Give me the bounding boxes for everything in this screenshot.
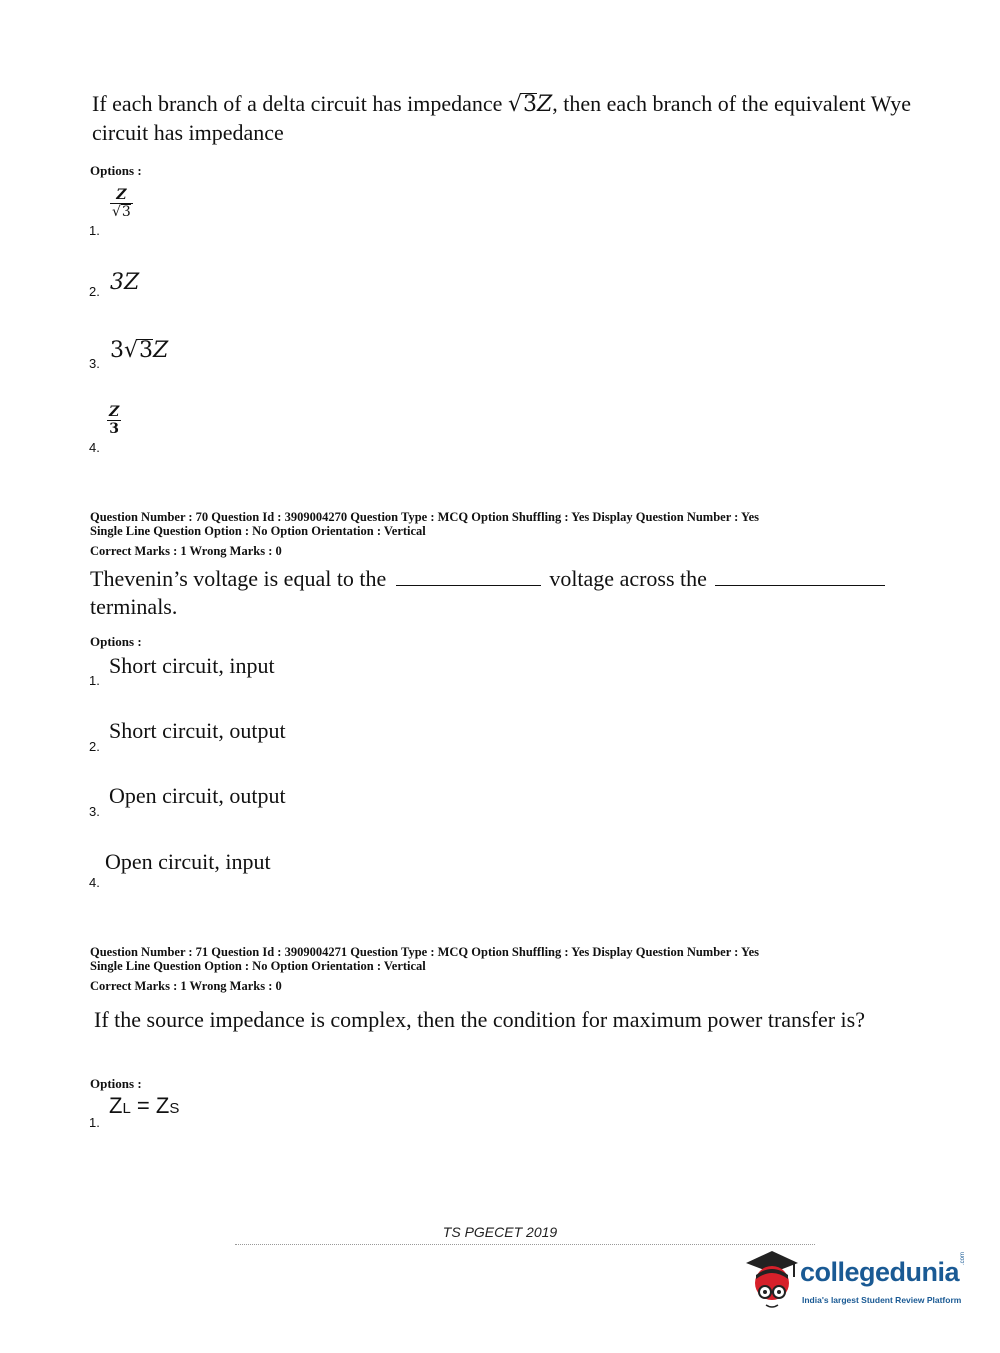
sqrt-radicand: 3 xyxy=(139,338,154,363)
option-number: 3. xyxy=(89,804,100,819)
fraction-denominator: √3 xyxy=(112,204,131,220)
collegedunia-logo[interactable] xyxy=(742,1245,972,1315)
equals-sign: = xyxy=(130,1093,156,1118)
fraction xyxy=(107,404,121,437)
meta-line-2: Single Line Question Option : No Option Orientation : Vertical xyxy=(90,524,426,538)
q2-text-part-b: voltage across the xyxy=(549,566,707,591)
blank-2 xyxy=(715,585,885,586)
question-2-text xyxy=(90,565,910,621)
q2-option-3[interactable]: Open circuit, output xyxy=(109,783,286,808)
option-number: 2. xyxy=(89,739,100,754)
q1-option-3[interactable]: 3√3Z xyxy=(110,338,169,363)
q1-option-2[interactable]: 3Z xyxy=(110,270,140,295)
option-number: 3. xyxy=(89,356,100,371)
sqrt-radicand: 3 xyxy=(121,204,131,220)
subscript-s: S xyxy=(169,1100,180,1117)
meta-line-1: Question Number : 71 Question Id : 3909004271 Question Type : MCQ Option Shuffling : Yes Display Question Number : Yes xyxy=(90,945,760,959)
option-number: 4. xyxy=(89,875,100,890)
z-source: Z xyxy=(155,1093,170,1118)
option-number: 2. xyxy=(89,284,100,299)
question-3-text: If the source impedance is complex, then the condition for maximum power transfer is? xyxy=(94,1007,865,1032)
q1-text-part-b: , then each branch of the equivalent Wye circuit has impedance xyxy=(92,91,911,145)
coefficient: 3 xyxy=(110,338,124,363)
z-load: Z xyxy=(109,1093,123,1118)
q1-text-part-a: If each branch of a delta circuit has impedance xyxy=(92,91,508,116)
fraction xyxy=(110,187,133,220)
logo-tagline: India's largest Student Review Platform xyxy=(802,1295,962,1305)
options-label: Options : xyxy=(90,634,142,649)
fraction-numerator: Z xyxy=(116,187,127,203)
sqrt-radicand: 3 xyxy=(522,92,537,117)
footer-exam-title: TS PGECET 2019 xyxy=(442,1224,558,1240)
option-number: 1. xyxy=(89,673,100,688)
sqrt-symbol: √ xyxy=(507,92,522,117)
q2-text-part-c: terminals. xyxy=(90,594,178,619)
q1-option-4[interactable] xyxy=(107,403,121,437)
question-meta xyxy=(90,510,910,538)
meta-line-1: Question Number : 70 Question Id : 3909004270 Question Type : MCQ Option Shuffling : Yes Display Question Number : Yes xyxy=(90,510,760,524)
footer-divider xyxy=(235,1244,815,1245)
option-number: 4. xyxy=(89,440,100,455)
q3-option-1[interactable] xyxy=(109,1093,179,1119)
option-number: 1. xyxy=(89,223,100,238)
question-meta xyxy=(90,945,910,973)
q1-option-1[interactable] xyxy=(110,186,133,220)
blank-1 xyxy=(396,585,541,586)
marks-info: Correct Marks : 1 Wrong Marks : 0 xyxy=(90,544,282,558)
logo-wordmark: collegedunia xyxy=(800,1257,960,1287)
subscript-l: L xyxy=(122,1100,131,1117)
option-number: 1. xyxy=(89,1115,100,1130)
marks-info: Correct Marks : 1 Wrong Marks : 0 xyxy=(90,979,282,993)
fraction-numerator: Z xyxy=(109,404,120,420)
question-1-text xyxy=(92,90,912,147)
mascot-icon xyxy=(742,1245,802,1315)
options-label: Options : xyxy=(90,163,142,178)
fraction-denominator: 3 xyxy=(109,421,119,437)
q2-option-2[interactable]: Short circuit, output xyxy=(109,718,286,743)
q2-text-part-a: Thevenin’s voltage is equal to the xyxy=(90,566,387,591)
options-label: Options : xyxy=(90,1076,142,1091)
impedance-z: Z xyxy=(153,338,169,363)
impedance-z: Z xyxy=(536,92,553,117)
q2-option-4[interactable]: Open circuit, input xyxy=(105,849,271,874)
meta-line-2: Single Line Question Option : No Option Orientation : Vertical xyxy=(90,959,426,973)
q2-option-1[interactable]: Short circuit, input xyxy=(109,653,275,678)
logo-com: .com xyxy=(960,1251,966,1265)
